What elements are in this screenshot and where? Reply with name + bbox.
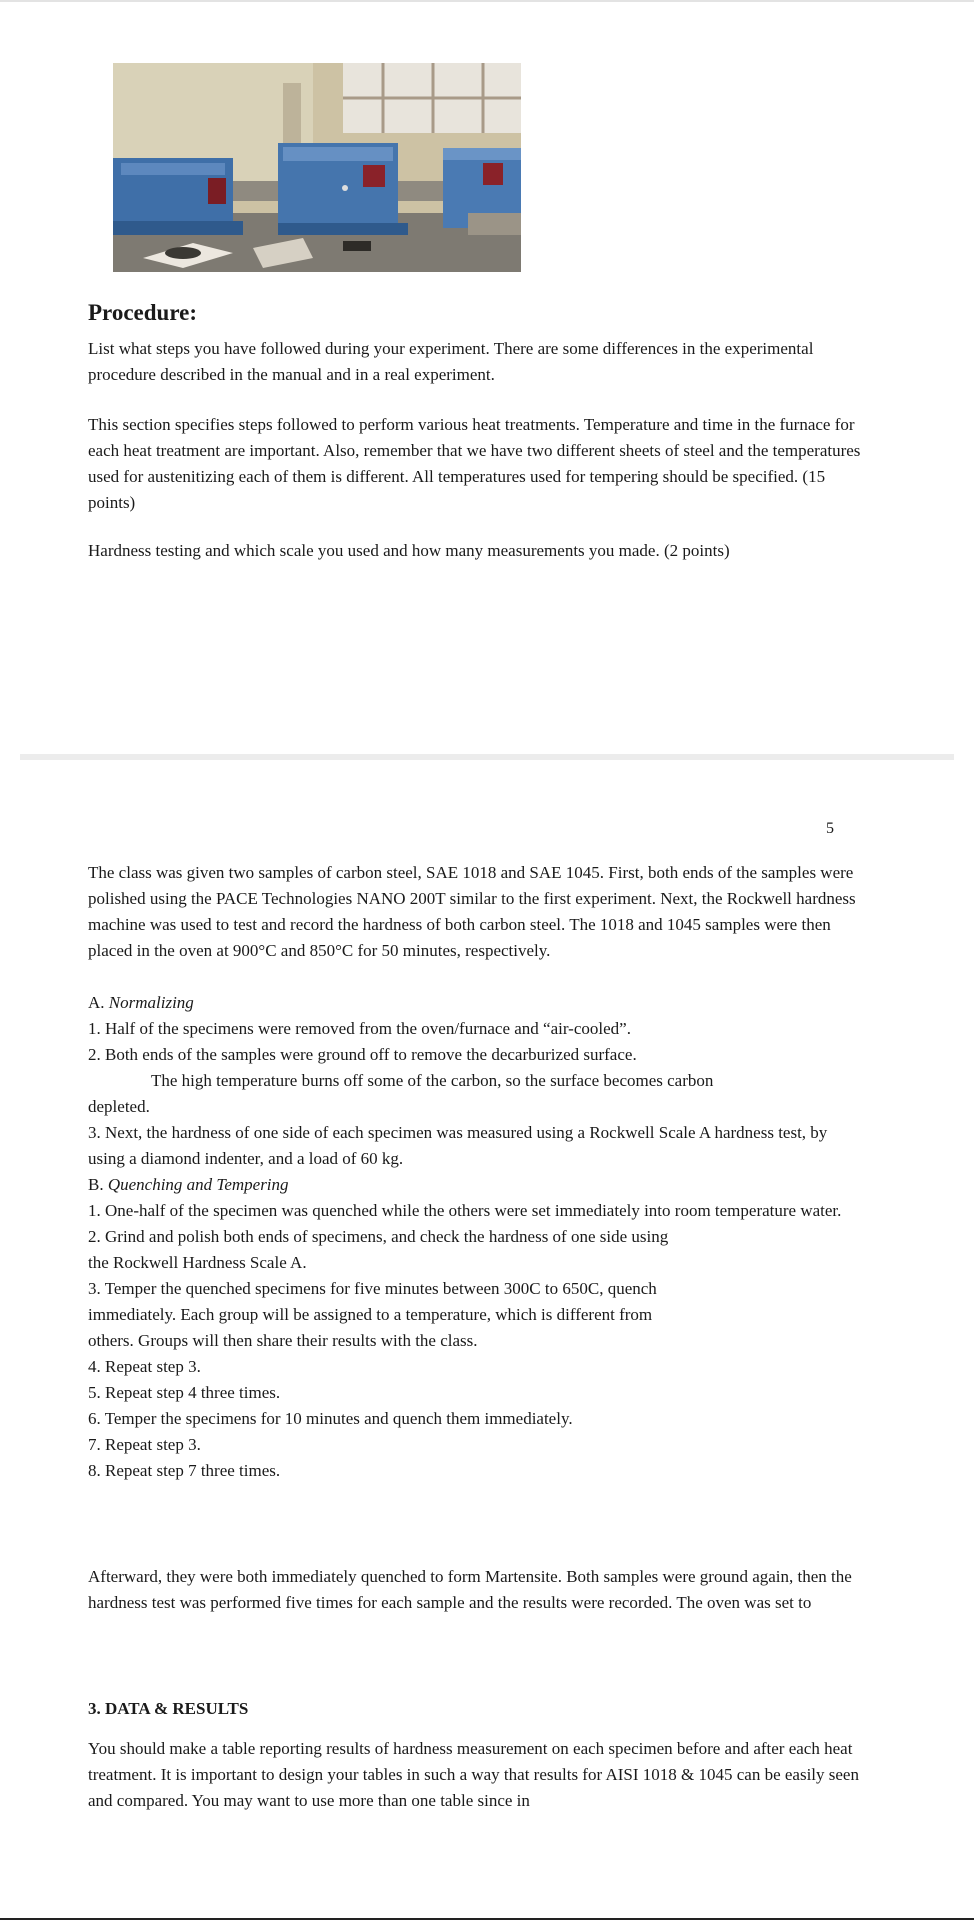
- quenching-step-5: 5. Repeat step 4 three times.: [88, 1383, 281, 1402]
- procedure-section: [88, 298, 868, 564]
- quenching-step-1: 1. One-half of the specimen was quenched while the others were set immediately into room temperature water.: [88, 1201, 842, 1220]
- page-separator: [20, 754, 954, 760]
- quenching-step-4: 4. Repeat step 3.: [88, 1357, 201, 1376]
- normalizing-heading: A. Normalizing: [88, 993, 194, 1012]
- procedure-section-description: This section specifies steps followed to perform various heat treatments. Temperature and time in the furnace for each heat treatment are important. Also, remember that we have two different sheets of steel and the temperatures used for austenitizing each of them is different. All temperatures used for tempering should be specified. (15 points): [88, 415, 861, 512]
- quenching-step-3b: immediately. Each group will be assigned to a temperature, which is different from: [88, 1305, 653, 1324]
- procedure-heading: Procedure:: [88, 300, 198, 325]
- quenching-step-2b: the Rockwell Hardness Scale A.: [88, 1253, 307, 1272]
- quenching-step-6: 6. Temper the specimens for 10 minutes and quench them immediately.: [88, 1409, 573, 1428]
- quenching-step-8: 8. Repeat step 7 three times.: [88, 1461, 281, 1480]
- quenching-step-3a: 3. Temper the quenched specimens for five minutes between 300C to 650C, quench: [88, 1279, 657, 1298]
- page-number: 5: [826, 820, 834, 837]
- normalizing-step-1: 1. Half of the specimens were removed from the oven/furnace and “air-cooled”.: [88, 1019, 631, 1038]
- afterward-paragraph: Afterward, they were both immediately quenched to form Martensite. Both samples were ground again, then the hardness test was performed five times for each sample and the results were recorded. The oven was set to: [88, 1567, 852, 1612]
- answer-intro: The class was given two samples of carbon steel, SAE 1018 and SAE 1045. First, both ends of the samples were polished using the PACE Technologies NANO 200T similar to the first experiment. Next, the Rockwell hardness machine was used to test and record the hardness of both carbon steel. The 1018 and 1045 samples were then placed in the oven at 900°C and 850°C for 50 minutes, respectively.: [88, 863, 856, 960]
- normalizing-note-cont: depleted.: [88, 1097, 150, 1116]
- answer-section: [88, 860, 868, 1814]
- top-border: [0, 0, 974, 2]
- results-heading: 3. DATA & RESULTS: [88, 1699, 249, 1718]
- quenching-step-2a: 2. Grind and polish both ends of specimens, and check the hardness of one side using: [88, 1227, 669, 1246]
- quenching-step-3c: others. Groups will then share their results with the class.: [88, 1331, 478, 1350]
- normalizing-step-2: 2. Both ends of the samples were ground off to remove the decarburized surface.: [88, 1045, 637, 1064]
- quenching-heading: B. Quenching and Tempering: [88, 1175, 289, 1194]
- procedure-intro: List what steps you have followed during your experiment. There are some differences in the experimental procedure described in the manual and in a real experiment.: [88, 339, 814, 384]
- normalizing-step-3: 3. Next, the hardness of one side of each specimen was measured using a Rockwell Scale A hardness test, by using a diamond indenter, and a load of 60 kg.: [88, 1123, 828, 1168]
- results-text: You should make a table reporting results of hardness measurement on each specimen before and after each heat treatment. It is important to design your tables in such a way that results for AISI 1018 & 1045 can be easily seen and compared. You may want to use more than one table since in: [88, 1739, 859, 1810]
- hardness-testing-description: Hardness testing and which scale you used and how many measurements you made. (2 points): [88, 541, 730, 560]
- quenching-step-7: 7. Repeat step 3.: [88, 1435, 201, 1454]
- furnace-photo: [113, 63, 521, 272]
- normalizing-note: The high temperature burns off some of the carbon, so the surface becomes carbon: [151, 1071, 714, 1090]
